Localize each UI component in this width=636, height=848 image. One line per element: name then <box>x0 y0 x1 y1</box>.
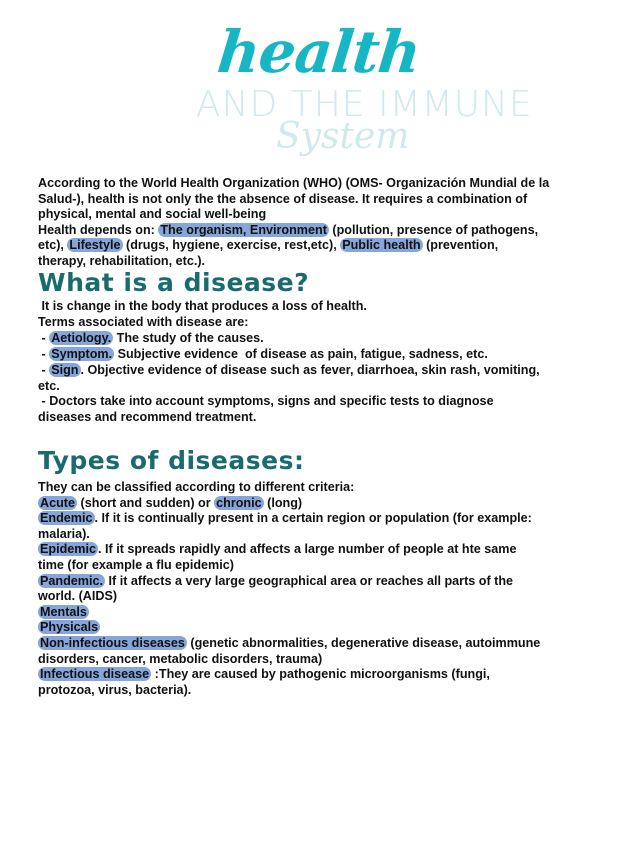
text-line <box>38 683 191 698</box>
text-segment: (long) <box>263 495 303 510</box>
text-segment: (genetic abnormalities, degenerative disease, autoimmune <box>186 636 541 650</box>
text-segment: disorders, cancer, metabolic disorders, trauma) <box>38 651 323 666</box>
title-and-the-immune: AND THE IMMUNE <box>196 84 533 125</box>
text-segment: (short and sudden) or <box>77 495 215 510</box>
text-segment: They can be classified according to different criteria: <box>38 480 355 494</box>
highlighted-term: The organism, Environment <box>160 222 327 237</box>
highlighted-term: Non-infectious diseases <box>40 636 185 650</box>
text-segment: (pollution, presence of pathogens, <box>328 222 539 237</box>
highlighted-term: chronic <box>216 495 262 510</box>
text-segment: Health depends on: <box>38 222 159 237</box>
text-segment: etc. <box>38 378 60 393</box>
text-line <box>38 176 549 191</box>
text-line <box>38 254 205 269</box>
text-line <box>38 652 322 667</box>
text-line <box>38 363 540 378</box>
highlighted-term: Endemic <box>40 511 93 526</box>
text-line <box>38 315 248 330</box>
text-line <box>38 605 89 620</box>
text-segment: time (for example a flu epidemic) <box>38 558 234 572</box>
title-health: health <box>214 18 424 86</box>
text-line <box>38 192 527 207</box>
text-line <box>38 511 532 526</box>
text-line <box>38 207 266 222</box>
text-segment: (drugs, hygiene, exercise, rest,etc), <box>122 238 341 253</box>
text-line <box>38 636 540 651</box>
text-line <box>38 331 264 346</box>
text-line <box>38 542 517 557</box>
text-segment: physical, mental and social well-being <box>38 207 267 222</box>
highlighted-term: Infectious disease <box>40 667 150 682</box>
highlighted-term: Acute <box>40 495 75 510</box>
text-segment: Terms associated with disease are: <box>38 314 249 329</box>
highlighted-term: Public health <box>342 238 421 253</box>
heading-types-of-diseases: Types of diseases: <box>38 446 305 475</box>
highlighted-term: Mentals <box>40 604 87 619</box>
text-segment: If it affects a very large geographical area or reaches all parts of the <box>105 573 514 588</box>
text-segment: world. (AIDS) <box>38 589 118 604</box>
text-line <box>38 238 498 253</box>
highlighted-term: Aetiology. <box>51 330 112 345</box>
text-segment: . If it is continually present in a certain region or population (for example: <box>94 511 532 526</box>
text-segment: - <box>38 330 50 345</box>
text-segment: It is change in the body that produces a loss of health. <box>38 299 367 313</box>
highlighted-term: Lifestyle <box>69 238 121 253</box>
highlighted-term: Physicals <box>40 620 99 635</box>
text-line <box>38 620 100 635</box>
text-line <box>38 347 488 362</box>
text-segment: . Objective evidence of disease such as fever, diarrhoea, skin rash, vomiting, <box>80 362 540 377</box>
title-system: System <box>276 116 410 157</box>
text-segment: etc), <box>38 238 68 253</box>
text-line <box>38 394 494 409</box>
text-line <box>38 574 513 589</box>
text-segment: - <box>38 346 50 361</box>
text-line <box>38 410 256 425</box>
text-segment: Subjective evidence of disease as pain, fatigue, sadness, etc. <box>114 346 488 361</box>
text-segment: therapy, rehabilitation, etc.). <box>38 254 206 268</box>
highlighted-term: Pandemic. <box>40 573 103 588</box>
text-line <box>38 379 60 394</box>
text-line <box>38 223 538 238</box>
text-segment: Salud-), health is not only the the absence of disease. It requires a combination of <box>38 191 528 206</box>
highlighted-term: Symptom. <box>51 346 113 361</box>
text-line <box>38 527 90 542</box>
text-line <box>38 299 367 314</box>
heading-what-is-a-disease: What is a disease? <box>38 268 310 297</box>
text-segment: (prevention, <box>422 238 499 253</box>
text-segment: The study of the causes. <box>113 330 264 345</box>
highlighted-term: Epidemic <box>40 542 96 557</box>
text-segment: - Doctors take into account symptoms, signs and specific tests to diagnose <box>38 394 494 409</box>
highlighted-term: Sign <box>51 362 79 377</box>
text-line <box>38 496 302 511</box>
text-segment: - <box>38 362 50 377</box>
text-line <box>38 558 234 573</box>
text-segment: diseases and recommend treatment. <box>38 410 257 425</box>
text-segment: . If it spreads rapidly and affects a large number of people at hte same <box>98 542 517 557</box>
text-segment: According to the World Health Organization (WHO) (OMS- Organización Mundial de la <box>38 176 550 190</box>
text-segment: :They are caused by pathogenic microorganisms (fungi, <box>151 667 490 682</box>
text-segment: protozoa, virus, bacteria). <box>38 682 192 697</box>
text-line <box>38 480 354 495</box>
text-segment: malaria). <box>38 526 90 541</box>
text-line <box>38 589 117 604</box>
text-line <box>38 667 490 682</box>
